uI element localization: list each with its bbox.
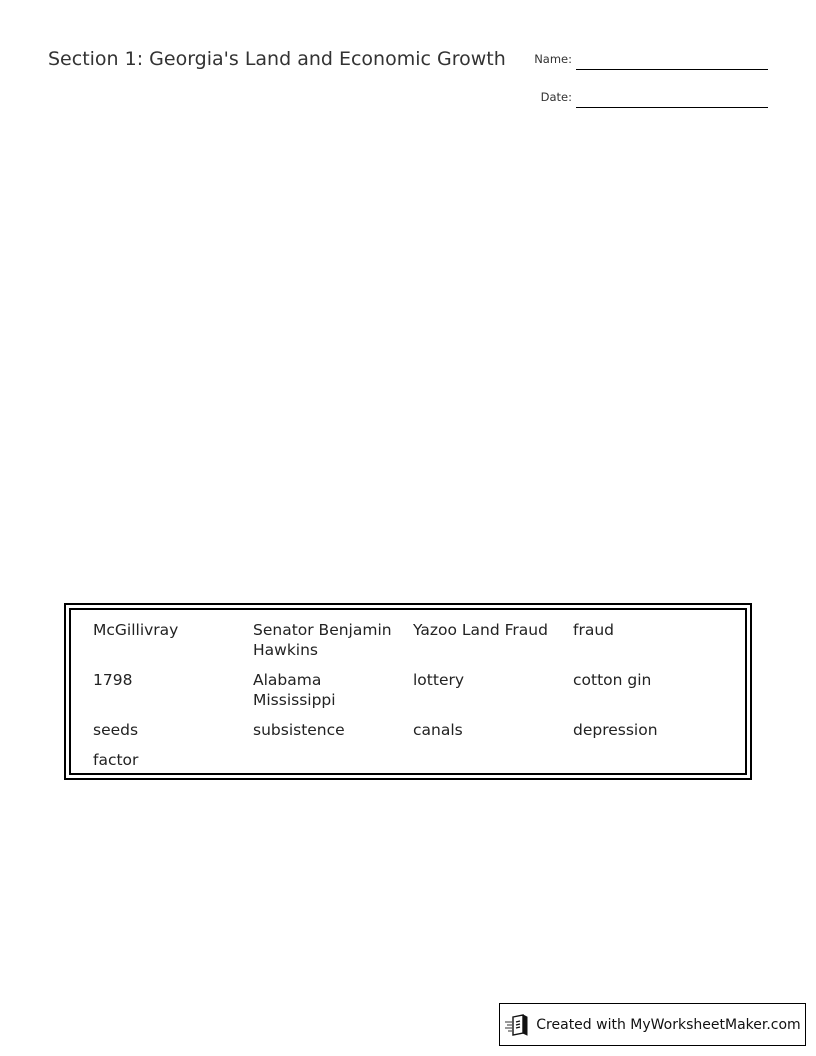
word-bank-inner-border — [69, 608, 747, 775]
date-label: Date: — [540, 90, 572, 104]
word-bank-term: seeds — [93, 721, 139, 739]
word-bank-term: factor — [93, 751, 139, 769]
word-bank-term: lottery — [413, 671, 465, 689]
name-field — [520, 50, 768, 70]
name-label: Name: — [534, 52, 572, 66]
date-line[interactable] — [576, 107, 768, 108]
worksheet-title: Section 1: Georgia's Land and Economic Growth — [48, 48, 506, 70]
word-bank-grid — [93, 620, 733, 770]
name-line[interactable] — [576, 69, 768, 70]
word-bank-term: subsistence — [253, 721, 345, 739]
word-bank-term: Alabama Mississippi — [253, 671, 336, 709]
word-bank-term: fraud — [573, 621, 614, 639]
word-bank — [64, 603, 752, 780]
word-bank-term: canals — [413, 721, 463, 739]
word-bank-term: cotton gin — [573, 671, 652, 689]
word-bank-term: Senator Benjamin Hawkins — [253, 621, 392, 659]
date-field — [520, 88, 768, 108]
book-logo-icon — [504, 1014, 530, 1036]
word-bank-term: depression — [573, 721, 658, 739]
word-bank-term: McGillivray — [93, 621, 179, 639]
footer-text: Created with MyWorksheetMaker.com — [536, 1016, 801, 1033]
word-bank-term: 1798 — [93, 671, 133, 689]
footer-credit[interactable] — [499, 1003, 806, 1046]
word-bank-term: Yazoo Land Fraud — [413, 621, 548, 639]
